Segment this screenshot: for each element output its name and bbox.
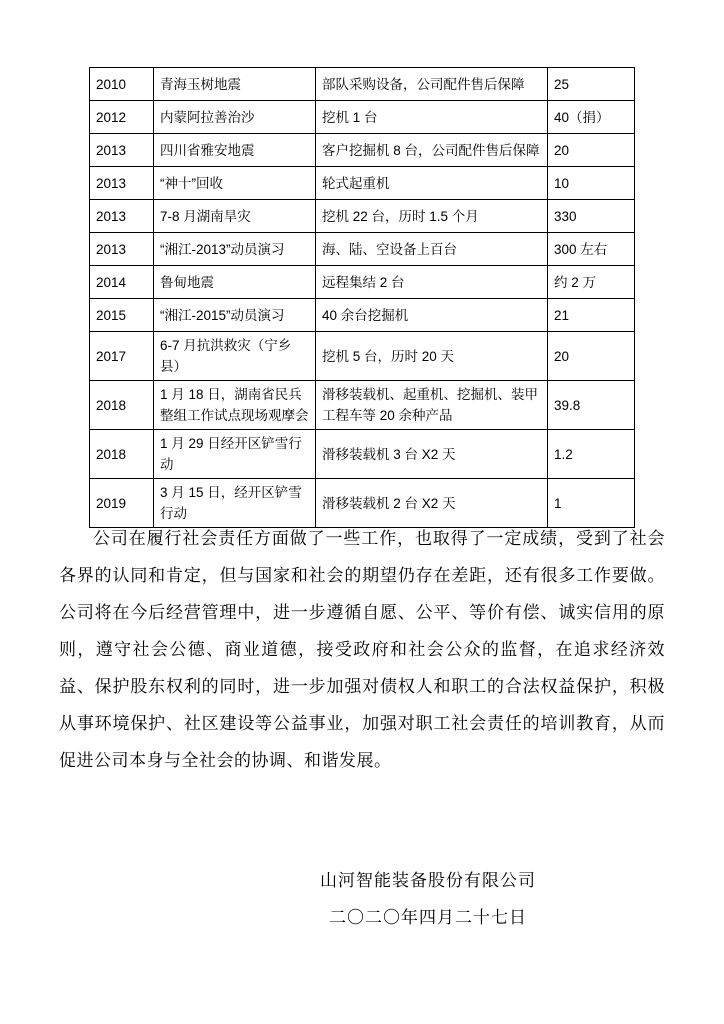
table-cell: 2013 [90, 167, 154, 200]
table-cell: 10 [548, 167, 635, 200]
table-cell: 40（捐） [548, 101, 635, 134]
table-row [90, 134, 635, 167]
donation-table-body [90, 68, 635, 528]
table-cell: 轮式起重机 [316, 167, 548, 200]
table-row [90, 200, 635, 233]
table-cell: 2012 [90, 101, 154, 134]
table-cell: 20 [548, 134, 635, 167]
table-cell: 滑移装载机、起重机、挖掘机、装甲工程车等 20 余种产品 [316, 381, 548, 430]
table-cell: 2018 [90, 381, 154, 430]
table-row [90, 101, 635, 134]
table-cell: 远程集结 2 台 [316, 266, 548, 299]
table-cell: 6-7 月抗洪救灾（宁乡县） [154, 332, 316, 381]
table-cell: 1.2 [548, 430, 635, 479]
signature-company: 山河智能装备股份有限公司 [320, 871, 536, 890]
table-cell: 25 [548, 68, 635, 101]
table-cell: “湘江-2015”动员演习 [154, 299, 316, 332]
table-cell: 四川省雅安地震 [154, 134, 316, 167]
table-cell: 鲁甸地震 [154, 266, 316, 299]
table-cell: 7-8 月湖南旱灾 [154, 200, 316, 233]
table-cell: 客户挖掘机 8 台，公司配件售后保障 [316, 134, 548, 167]
table-row [90, 68, 635, 101]
table-row [90, 266, 635, 299]
body-paragraph: 公司在履行社会责任方面做了一些工作，也取得了一定成绩，受到了社会各界的认同和肯定，但与国家和社会的期望仍存在差距，还有很多工作要做。公司将在今后经营管理中，进一步遵循自愿、公平、等价有偿、诚实信用的原则，遵守社会公德、商业道德，接受政府和社会公众的监督，在追求经济效益、保护股东权利的同时，进一步加强对债权人和职工的合法权益保护，积极从事环境保护、社区建设等公益事业，加强对职工社会责任的培训教育，从而促进公司本身与全社会的协调、和谐发展。 [59, 529, 665, 770]
table-row [90, 381, 635, 430]
table-cell: 20 [548, 332, 635, 381]
table-cell: 部队采购设备，公司配件售后保障 [316, 68, 548, 101]
table-cell: “神十”回收 [154, 167, 316, 200]
table-cell: 挖机 5 台，历时 20 天 [316, 332, 548, 381]
table-cell: 2015 [90, 299, 154, 332]
table-cell: 1 月 18 日，湖南省民兵整组工作试点现场观摩会 [154, 381, 316, 430]
table-cell: 2014 [90, 266, 154, 299]
table-cell: 2017 [90, 332, 154, 381]
table-cell: 2018 [90, 430, 154, 479]
table-cell: 约 2 万 [548, 266, 635, 299]
table-cell: 2019 [90, 479, 154, 528]
table-cell: 内蒙阿拉善治沙 [154, 101, 316, 134]
table-cell: 330 [548, 200, 635, 233]
table-cell: 青海玉树地震 [154, 68, 316, 101]
table-row [90, 167, 635, 200]
table-cell: 2010 [90, 68, 154, 101]
table-cell: 滑移装载机 3 台 X2 天 [316, 430, 548, 479]
table-cell: 挖机 22 台，历时 1.5 个月 [316, 200, 548, 233]
table-cell: 2013 [90, 200, 154, 233]
table-cell: 2013 [90, 134, 154, 167]
donation-table [89, 67, 635, 528]
signature-block [268, 862, 588, 936]
table-cell: 挖机 1 台 [316, 101, 548, 134]
table-cell: 1 月 29 日经开区铲雪行动 [154, 430, 316, 479]
table-cell: 2013 [90, 233, 154, 266]
table-cell: “湘江-2013”动员演习 [154, 233, 316, 266]
table-row [90, 332, 635, 381]
table-cell: 40 余台挖掘机 [316, 299, 548, 332]
table-cell: 海、陆、空设备上百台 [316, 233, 548, 266]
table-cell: 3 月 15 日，经开区铲雪行动 [154, 479, 316, 528]
table-cell: 21 [548, 299, 635, 332]
table-cell: 300 左右 [548, 233, 635, 266]
table-cell: 1 [548, 479, 635, 528]
table-cell: 滑移装载机 2 台 X2 天 [316, 479, 548, 528]
signature-date: 二〇二〇年四月二十七日 [329, 908, 527, 927]
table-cell: 39.8 [548, 381, 635, 430]
table-row [90, 430, 635, 479]
table-row [90, 233, 635, 266]
table-row [90, 299, 635, 332]
